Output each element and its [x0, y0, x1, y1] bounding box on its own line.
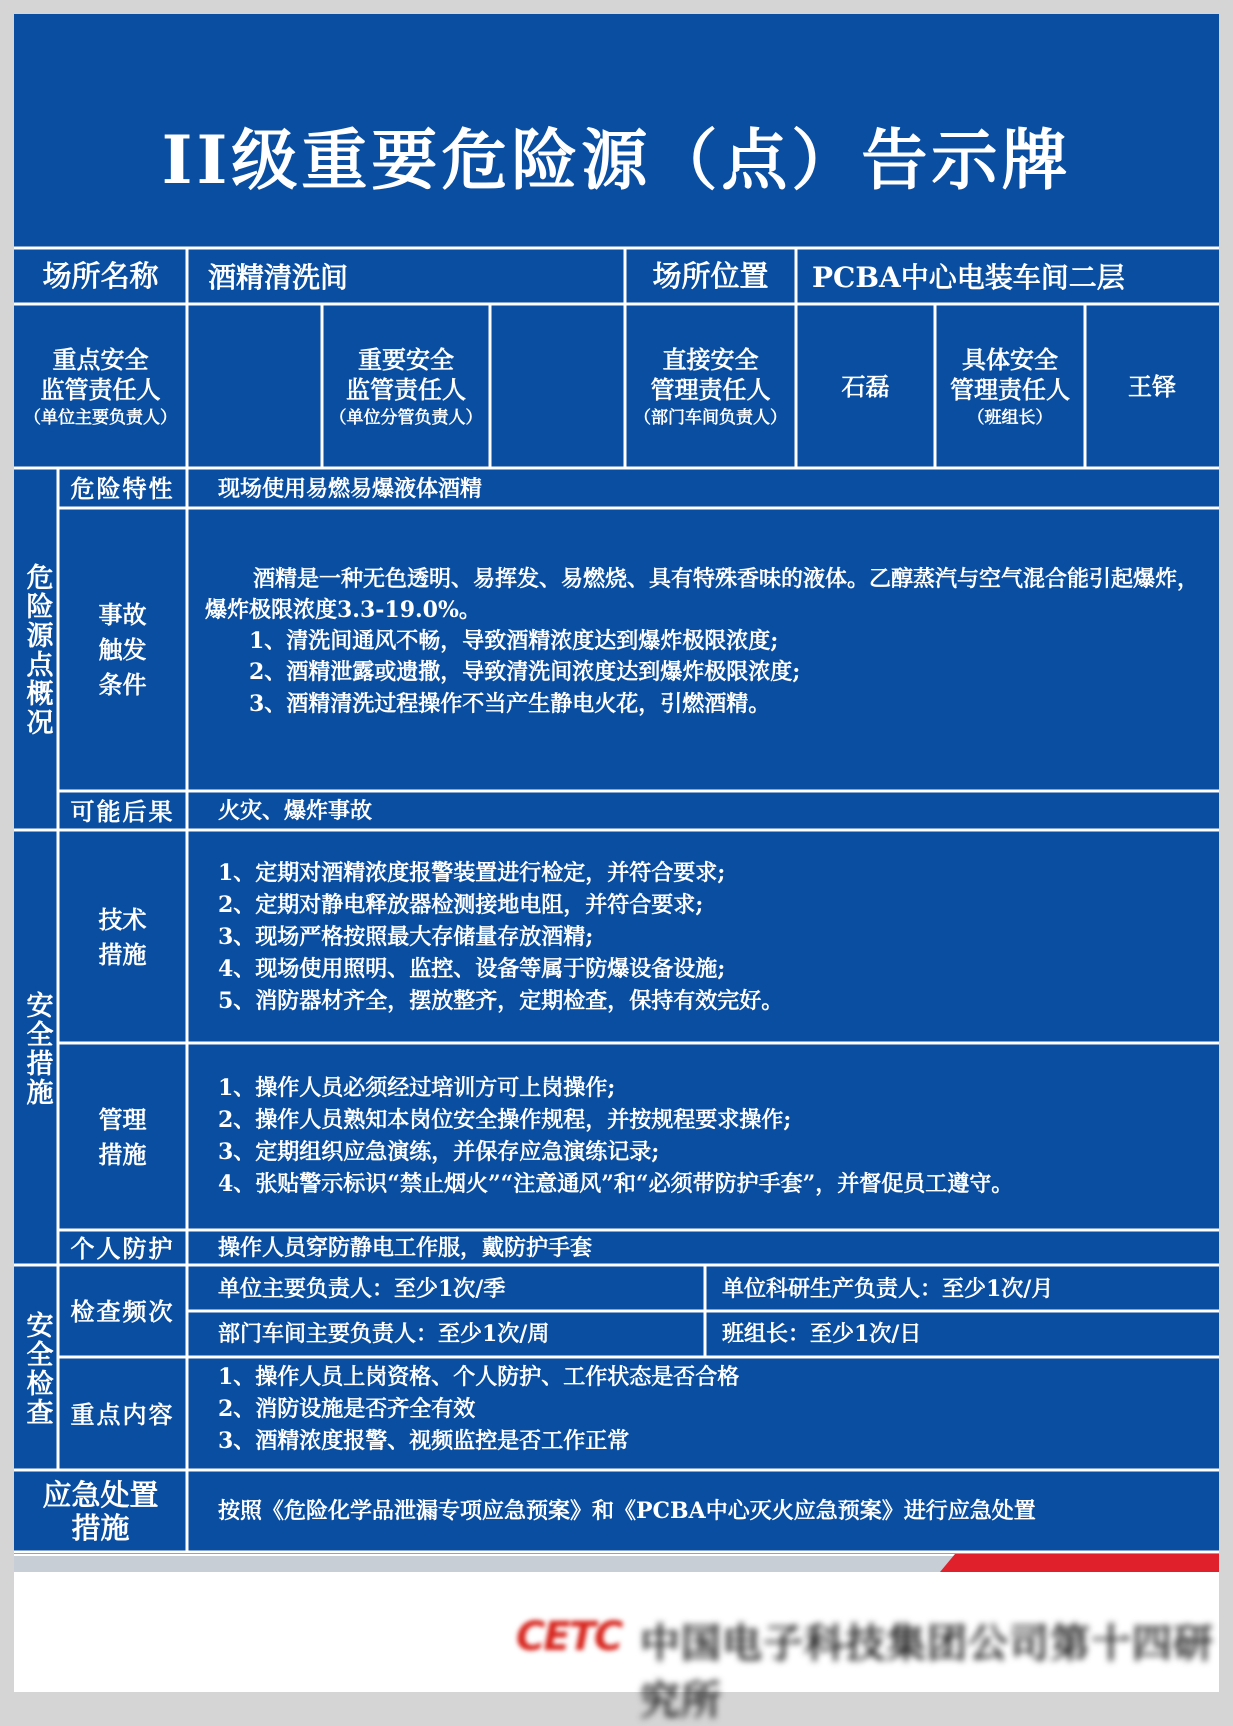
- direct-manager-title: 直接安全 管理责任人: [650, 345, 771, 404]
- specific-manager-title: 具体安全 管理责任人: [950, 345, 1070, 404]
- cetc-logo: CETC: [516, 1614, 622, 1660]
- important-supervisor-label: [322, 306, 490, 468]
- trigger-list: [205, 626, 1205, 722]
- site-name-label: 场所名称: [42, 259, 159, 294]
- emergency-label: 应急处置 措施: [42, 1477, 159, 1545]
- freq-rnd-head: 单位科研生产负责人：至少1次/月: [722, 1276, 1054, 1302]
- measures-section-label: 安全措施: [21, 990, 53, 1107]
- tech-measure-item: 3、现场严格按照最大存储量存放酒精;: [218, 923, 594, 950]
- tech-label: 技术 措施: [98, 904, 147, 969]
- board-title: II级重要危险源（点）告示牌: [161, 120, 1072, 199]
- hazard-text: 现场使用易燃易爆液体酒精: [218, 476, 483, 502]
- ppe-label: 个人防护: [70, 1233, 175, 1263]
- site-name-value: 酒精清洗间: [208, 261, 349, 294]
- trigger-conditions: [205, 564, 1205, 721]
- direct-manager-note: （部门车间负责人）: [634, 407, 787, 428]
- site-location-value: PCBA中心电装车间二层: [812, 261, 1125, 294]
- tech-measure-item: 2、定期对静电释放器检测接地电阻，并符合要求;: [218, 891, 704, 918]
- focus-item: 1、操作人员上岗资格、个人防护、工作状态是否合格: [218, 1364, 740, 1390]
- key-supervisor-name: [187, 306, 322, 468]
- mgmt-measure-item: 2、操作人员熟知本岗位安全操作规程，并按规程要求操作;: [218, 1106, 792, 1133]
- org-name: 中国电子科技集团公司第十四研究所: [640, 1621, 1214, 1724]
- important-supervisor-note: （单位分管负责人）: [329, 407, 483, 428]
- mgmt-measure-item: 1、操作人员必须经过培训方可上岗操作;: [218, 1075, 616, 1101]
- key-supervisor-title: 重点安全 监管责任人: [40, 345, 161, 404]
- consequence-text: 火灾、爆炸事故: [218, 798, 373, 824]
- freq-team-leader: 班组长：至少1次/日: [722, 1321, 922, 1347]
- trigger-intro: 酒精是一种无色透明、易挥发、易燃烧、具有特殊香味的液体。乙醇蒸汽与空气混合能引起爆炸，爆炸极限浓度3.3-19.0%。: [205, 566, 1200, 623]
- mgmt-measure-item: 3、定期组织应急演练，并保存应急演练记录;: [218, 1138, 660, 1165]
- direct-manager-label: [625, 306, 796, 468]
- specific-manager-note: （班组长）: [967, 407, 1053, 428]
- overview-section-label: 危险源点概况: [21, 563, 53, 737]
- trigger-item: 1、清洗间通风不畅，导致酒精浓度达到爆炸极限浓度;: [249, 627, 779, 654]
- trigger-label: 事故 触发 条件: [98, 600, 147, 699]
- key-supervisor-note: （单位主要负责人）: [24, 407, 177, 428]
- trigger-item: 3、酒精清洗过程操作不当产生静电火花，引燃酒精。: [249, 691, 771, 718]
- important-supervisor-title: 重要安全 监管责任人: [346, 345, 466, 404]
- tech-measure-item: 5、消防器材齐全，摆放整齐，定期检查，保持有效完好。: [218, 987, 784, 1014]
- inspection-section-label: 安全检查: [21, 1310, 53, 1427]
- key-supervisor-label: [14, 306, 187, 468]
- specific-manager-label: [935, 306, 1085, 468]
- tech-measures-list: [218, 858, 1208, 1017]
- focus-item: 3、酒精浓度报警、视频监控是否工作正常: [218, 1427, 630, 1454]
- mgmt-label: 管理 措施: [98, 1104, 147, 1169]
- mgmt-measures-list: [218, 1073, 1213, 1201]
- ppe-text: 操作人员穿防静电工作服，戴防护手套: [218, 1235, 593, 1261]
- focus-item: 2、消防设施是否齐全有效: [218, 1395, 476, 1422]
- consequence-label: 可能后果: [70, 796, 175, 826]
- freq-unit-head: 单位主要负责人：至少1次/季: [218, 1276, 506, 1302]
- tech-measure-item: 1、定期对酒精浓度报警装置进行检定，并符合要求;: [218, 860, 726, 886]
- specific-manager-name: 王铎: [1128, 372, 1176, 402]
- important-supervisor-name: [490, 306, 625, 468]
- direct-manager-name: 石磊: [841, 372, 890, 402]
- site-location-label: 场所位置: [652, 259, 769, 294]
- tech-measure-item: 4、现场使用照明、监控、设备等属于防爆设备设施;: [218, 955, 726, 982]
- hazard-label: 危险特性: [70, 474, 175, 504]
- freq-label: 检查频次: [70, 1297, 175, 1327]
- emergency-text: 按照《危险化学品泄漏专项应急预案》和《PCBA中心灭火应急预案》进行应急处置: [218, 1498, 1036, 1524]
- focus-list: [218, 1362, 1208, 1458]
- trigger-item: 2、酒精泄露或遗撒，导致清洗间浓度达到爆炸极限浓度;: [249, 659, 801, 686]
- mgmt-measure-item: 4、张贴警示标识“禁止烟火”“注意通风”和“必须带防护手套”，并督促员工遵守。: [218, 1170, 1014, 1197]
- focus-label: 重点内容: [70, 1399, 175, 1429]
- freq-dept-head: 部门车间主要负责人：至少1次/周: [218, 1321, 550, 1347]
